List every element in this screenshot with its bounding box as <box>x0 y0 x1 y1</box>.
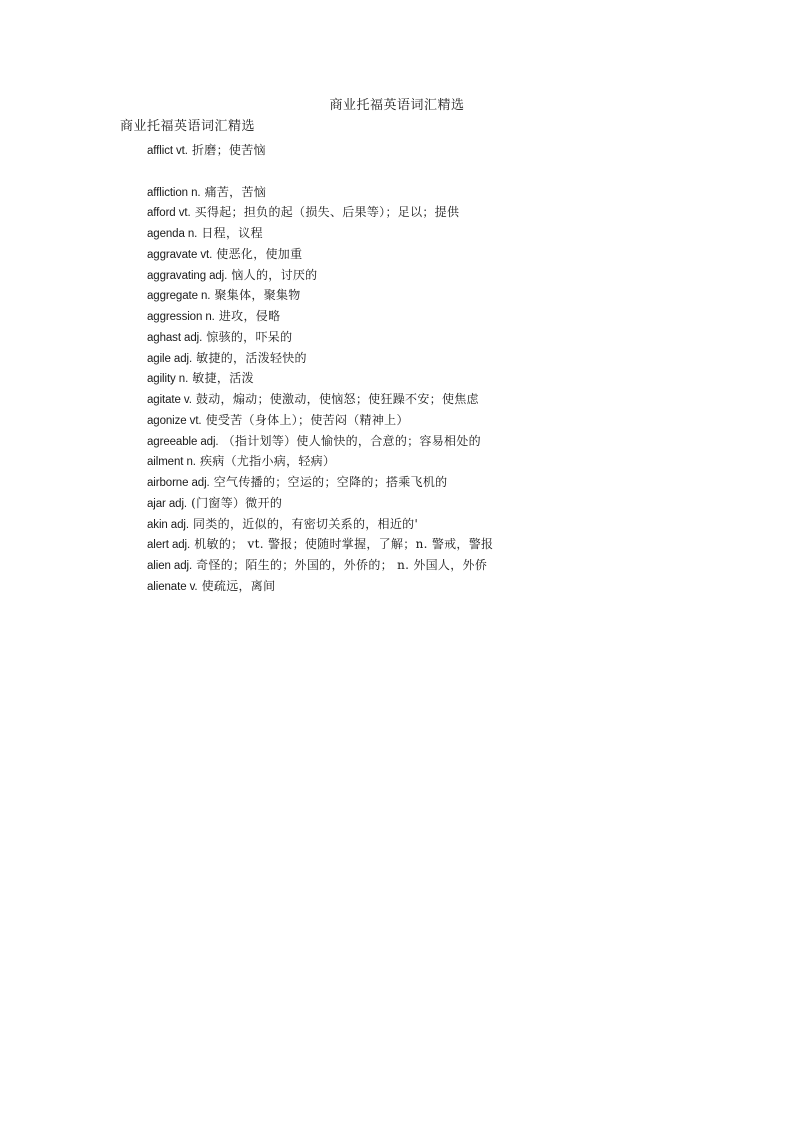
entry-definition: 使受苦（身体上）；使苦闷（精神上） <box>201 412 409 427</box>
entry-definition: 空气传播的；空运的；空降的；搭乘飞机的 <box>209 475 448 489</box>
entry-definition: 折磨；使苦恼 <box>187 143 266 157</box>
page-title: 商业托福英语词汇精选 <box>329 98 465 113</box>
vocabulary-entry <box>147 368 493 389</box>
entry-word: aghast adj. <box>147 331 203 344</box>
vocabulary-entry <box>147 140 493 161</box>
entry-definition: 机敏的； vt. 警报；使随时掌握，了解；n. 警戒，警报 <box>190 537 494 552</box>
entry-word: aggravating adj. <box>147 269 228 282</box>
entry-definition: 使疏远，离间 <box>197 578 276 593</box>
entry-definition: 日程，议程 <box>197 226 263 240</box>
vocabulary-entry <box>147 202 493 223</box>
vocabulary-entry <box>147 182 493 203</box>
vocabulary-entry <box>147 514 493 535</box>
entry-definition: 敏捷，活泼 <box>188 371 254 386</box>
vocabulary-entry <box>147 306 493 327</box>
entry-word: afflict vt. <box>147 145 188 157</box>
entry-definition: （指计划等）使人愉快的，合意的；容易相处的 <box>218 433 481 448</box>
entry-word: affliction n. <box>147 186 201 199</box>
entry-word: akin adj. <box>147 518 189 531</box>
entry-word: agility n. <box>147 373 189 386</box>
vocabulary-entry <box>147 534 493 555</box>
entry-definition: 疾病（尤指小病，轻病） <box>195 454 336 469</box>
vocabulary-entry <box>147 223 493 244</box>
entry-word: ajar adj. <box>147 497 188 510</box>
entry-definition: 恼人的，讨厌的 <box>227 267 318 282</box>
entry-word: agreeable adj. <box>147 435 219 448</box>
vocabulary-entry <box>147 451 493 472</box>
entry-definition: 进攻，侵略 <box>214 309 281 323</box>
document-subtitle: 商业托福英语词汇精选 <box>120 119 256 134</box>
vocabulary-entry <box>147 327 493 348</box>
entry-word: aggression n. <box>147 311 215 323</box>
entry-definition: 奇怪的；陌生的；外国的，外侨的； n. 外国人，外侨 <box>192 558 488 572</box>
entry-word: afford vt. <box>147 207 191 220</box>
entry-word: agenda n. <box>147 228 198 240</box>
entry-definition: (门窗等）微开的 <box>187 495 283 510</box>
entry-definition: 惊骇的，吓呆的 <box>202 329 293 344</box>
entry-word: alien adj. <box>147 560 193 572</box>
entry-definition: 买得起；担负的起（损失、后果等）；足以；提供 <box>190 205 460 220</box>
entry-word: agile adj. <box>147 352 193 365</box>
entry-word: alienate v. <box>147 580 198 593</box>
entry-word: alert adj. <box>147 539 191 552</box>
vocabulary-entry <box>147 348 493 369</box>
entry-word: aggravate vt. <box>147 248 213 261</box>
entry-word: agitate v. <box>147 394 192 406</box>
entry-definition: 鼓动，煽动；使激动，使恼怒；使狂躁不安；使焦虑 <box>191 392 479 406</box>
vocabulary-entry <box>147 389 493 410</box>
blank-line <box>147 161 493 182</box>
vocabulary-entry <box>147 431 493 452</box>
entry-definition: 痛苦，苦恼 <box>200 184 267 199</box>
vocabulary-list <box>147 140 493 597</box>
entry-definition: 聚集体，聚集物 <box>210 288 301 303</box>
vocabulary-entry <box>147 285 493 306</box>
vocabulary-entry <box>147 410 493 431</box>
vocabulary-entry <box>147 576 493 597</box>
entry-definition: 敏捷的，活泼轻快的 <box>192 350 307 365</box>
entry-definition: 使恶化，使加重 <box>212 246 303 261</box>
entry-word: agonize vt. <box>147 414 202 427</box>
entry-definition: 同类的，近似的，有密切关系的，相近的' <box>188 516 419 531</box>
vocabulary-entry <box>147 265 493 286</box>
entry-word: airborne adj. <box>147 477 210 489</box>
vocabulary-entry <box>147 472 493 493</box>
vocabulary-entry <box>147 555 493 576</box>
entry-word: ailment n. <box>147 456 196 469</box>
vocabulary-entry <box>147 493 493 514</box>
entry-word: aggregate n. <box>147 290 211 303</box>
vocabulary-entry <box>147 244 493 265</box>
